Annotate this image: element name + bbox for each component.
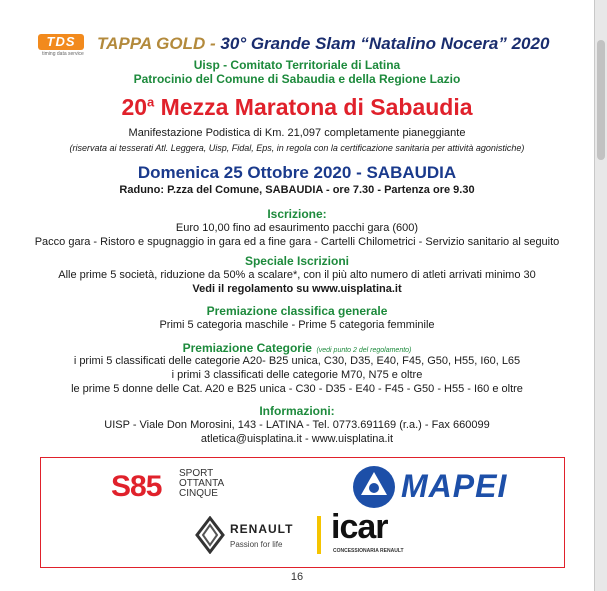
informazioni-line-1: UISP - Viale Don Morosini, 143 - LATINA - Tel. 0773.691169 (r.a.) - Fax 660099 — [104, 419, 490, 431]
tds-logo-text: TDS — [38, 34, 84, 50]
icar-logo-text: icar — [331, 508, 388, 546]
title-rest: Mezza Maratona di Sabaudia — [154, 94, 473, 120]
premiazione-generale-line-1: Primi 5 categoria maschile - Prime 5 categoria femminile — [159, 319, 435, 331]
tds-logo-subtitle: timing data service — [42, 51, 84, 57]
mapei-emblem-icon — [351, 464, 397, 510]
title-sup: a — [147, 94, 155, 110]
iscrizione-line-1: Euro 10,00 fino ad esaurimento pacchi gara (600) — [175, 222, 419, 234]
event-date: Domenica 25 Ottobre 2020 - SABAUDIA — [137, 163, 457, 182]
event-title — [0, 94, 594, 121]
title-number: 20 — [121, 94, 148, 120]
s85-logo-number: S85 — [111, 470, 162, 503]
s85-line-3: CINQUE — [179, 488, 218, 499]
icar-subtitle: CONCESSIONARIA RENAULT — [333, 548, 404, 554]
header-title — [97, 34, 549, 54]
informazioni-line-2: atletica@uisplatina.it - www.uisplatina.it — [200, 433, 394, 445]
premiazione-categorie-line-1: i primi 5 classificati delle categorie A20- B25 unica, C30, D35, E40, F45, G50, H55, I60, L65 — [73, 355, 521, 367]
renault-logo-text: RENAULT — [230, 522, 294, 536]
premiazione-categorie-line-2: i primi 3 classificati delle categorie M70, N75 e oltre — [171, 369, 423, 381]
informazioni-heading: Informazioni: — [259, 404, 335, 418]
iscrizione-heading: Iscrizione: — [267, 207, 327, 221]
page-number: 16 — [290, 571, 304, 583]
description-line-1: Manifestazione Podistica di Km. 21,097 completamente pianeggiante — [128, 127, 466, 139]
speciale-line-2: Vedi il regolamento su www.uisplatina.it — [192, 283, 402, 295]
scrollbar-thumb[interactable] — [597, 40, 605, 160]
premiazione-categorie-line-3: le prime 5 donne delle Cat. A20 e B25 unica - C30 - D35 - E40 - F45 - G50 - H55 - I60 e oltre — [71, 383, 523, 395]
event-raduno: Raduno: P.zza del Comune, SABAUDIA - ore 7.30 - Partenza ore 9.30 — [119, 184, 475, 196]
premiazione-categorie-note: (vedi punto 2 del regolamento) — [316, 347, 412, 354]
tappa-gold-label: TAPPA GOLD - — [97, 34, 221, 53]
sponsor-box — [40, 457, 565, 568]
speciale-heading: Speciale Iscrizioni — [244, 254, 350, 268]
s85-line-1: SPORT — [179, 468, 214, 479]
s85-line-2: OTTANTA — [179, 478, 225, 489]
org-line-2: Patrocinio del Comune di Sabaudia e della Regione Lazio — [133, 72, 461, 86]
s85-logo-text — [179, 469, 224, 499]
iscrizione-line-2: Pacco gara - Ristoro e spugnaggio in gara ed a fine gara - Cartelli Chilometrici - Servizio sanitario al seguito — [34, 236, 560, 248]
description-line-2: (riservata ai tesserati Atl. Leggera, Uisp, Fidal, Eps, in regola con la certificazione sanitaria per attività agonistiche) — [69, 143, 525, 153]
premiazione-categorie-heading: Premiazione Categorie — [182, 341, 312, 355]
speciale-line-1: Alle prime 5 società, riduzione da 50% a scalare*, con il più alto numero di atleti arrivati minimo 30 — [58, 269, 536, 281]
org-line-1: Uisp - Comitato Territoriale di Latina — [193, 58, 401, 72]
tds-logo — [38, 34, 88, 60]
renault-tagline: Passion for life — [230, 540, 283, 549]
renault-diamond-icon — [195, 516, 225, 554]
mapei-logo-text: MAPEI — [401, 468, 508, 504]
premiazione-generale-heading: Premiazione classifica generale — [206, 304, 388, 318]
vertical-scrollbar[interactable] — [595, 0, 607, 591]
icar-divider — [317, 516, 321, 554]
grand-slam-label: 30° Grande Slam “Natalino Nocera” 2020 — [220, 34, 550, 53]
